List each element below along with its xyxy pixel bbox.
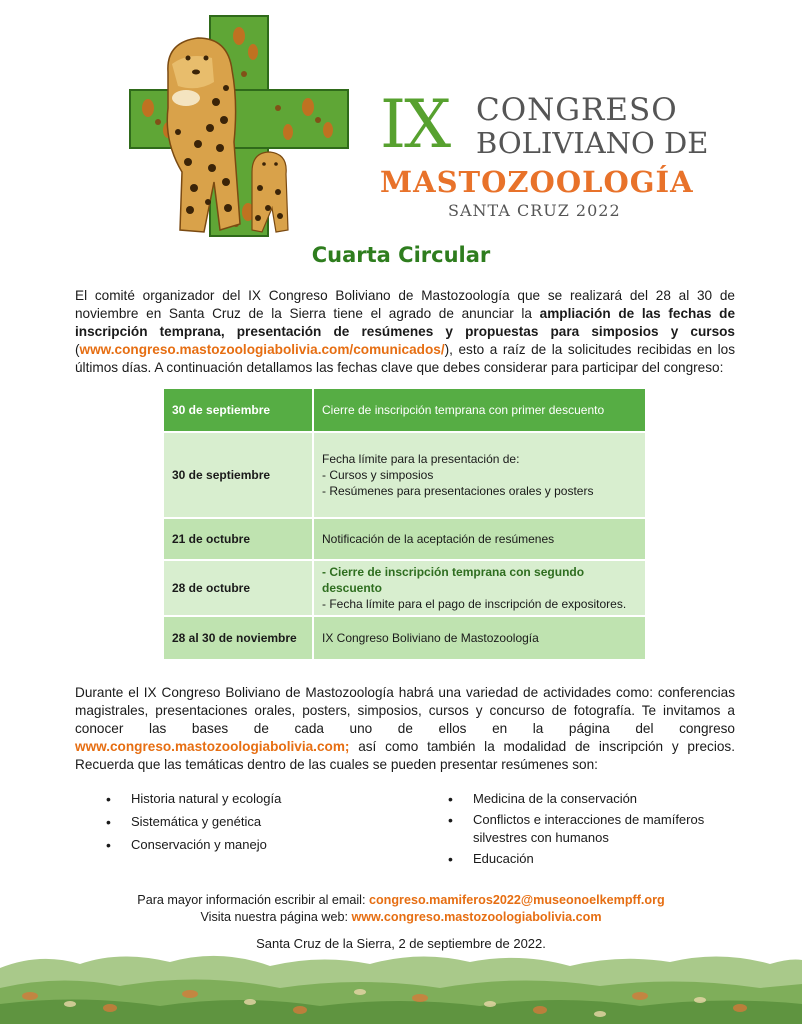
table-cell-description [314,561,645,617]
list-item: • Conflictos e interacciones de mamíferos silvestres con humanos [448,811,738,847]
list-item: • Historia natural y ecología [106,790,386,808]
description-line: - Cierre de inscripción temprana con segundo descuento [322,565,585,595]
website-link[interactable]: www.congreso.mastozoologiabolivia.com [351,910,602,924]
table-cell-description: Notificación de la aceptación de resúmenes [314,519,645,561]
list-item: • Sistemática y genética [106,813,386,831]
table-cell-description: IX Congreso Boliviano de Mastozoología [314,617,645,661]
email-link[interactable]: congreso.mamiferos2022@museonoelkempff.org [368,893,665,907]
activities-text-1: Durante el IX Congreso Boliviano de Mastozoología habrá una variedad de actividades como: conferencias magistrales, presentaciones orales, posters, simposios, cursos y concurso de fotografía. Te invitamos a conocer las bases de cada uno de ellos en la página del congreso [75,685,735,736]
activities-text-2: así como también la modalidad de inscripción y precios. Recuerda que las temáticas dentro de las cuales se pueden presentar resúmenes son: [75,739,735,772]
description-line: - Cursos y simposios [322,468,434,482]
description-line: - Resúmenes para presentaciones orales y posters [322,484,594,498]
intro-text-2: ( [75,342,80,357]
table-cell-date: 28 al 30 de noviembre [164,617,314,661]
congress-logo-text [380,86,709,222]
table-cell-description [314,433,645,519]
logo-roman-numeral: IX [380,86,450,163]
list-item: • Educación [448,850,738,868]
list-item: • Conservación y manejo [106,836,386,854]
web-label: Visita nuestra página web: [200,910,352,924]
table-row [164,433,645,519]
footer-web-line [0,910,802,924]
table-row [164,561,645,617]
list-item: • Medicina de la conservación [448,790,738,808]
intro-highlight: ampliación de las fechas de inscripción temprana, presentación de resúmenes y propuestas para simposios y cursos [75,306,736,339]
intro-text-3: ), esto a raíz de la solicitudes recibidas en los últimos días. A continuación detallamos las fechas clave que debes considerar para participar del congreso: [75,342,735,375]
table-row [164,519,645,561]
logo-line-congreso: CONGRESO [476,92,678,128]
table-cell-date: 30 de septiembre [164,433,314,519]
email-label: Para mayor información escribir al email: [137,893,369,907]
table-header-row [164,389,645,433]
footer-email-line [0,893,802,907]
topics-list-right [448,790,738,871]
description-line: - Fecha límite para el pago de inscripción de expositores. [322,597,627,611]
logo-line-santa-cruz: SANTA CRUZ 2022 [448,201,621,220]
logo-line-mastozoologia: MASTOZOOLOGÍA [380,165,694,199]
table-row [164,617,645,661]
logo-line-boliviano: BOLIVIANO DE [476,126,709,160]
place-date-line: Santa Cruz de la Sierra, 2 de septiembre de 2022. [256,936,546,951]
footer-landscape-illustration [0,948,802,1024]
comunicados-link[interactable]: www.congreso.mastozoologiabolivia.com/comunicados/ [79,342,445,357]
table-cell-date: 21 de octubre [164,519,314,561]
topics-list-left [106,790,386,859]
table-cell-date: 30 de septiembre [164,389,314,433]
table-cell-description: Cierre de inscripción temprana con primer descuento [314,389,645,433]
congress-logo-illustration [128,12,350,240]
congress-website-link[interactable]: www.congreso.mastozoologiabolivia.com; [75,739,350,754]
intro-paragraph [75,287,735,377]
activities-paragraph [75,684,735,774]
page-title: Cuarta Circular [311,243,491,267]
description-line: Fecha límite para la presentación de: [322,452,520,466]
table-cell-date: 28 de octubre [164,561,314,617]
key-dates-table [164,389,645,661]
intro-text-1: El comité organizador del IX Congreso Boliviano de Mastozoología que se realizará del 28 al 30 de noviembre en Santa Cruz de la Sierra tiene el agrado de anunciar la [75,288,735,321]
